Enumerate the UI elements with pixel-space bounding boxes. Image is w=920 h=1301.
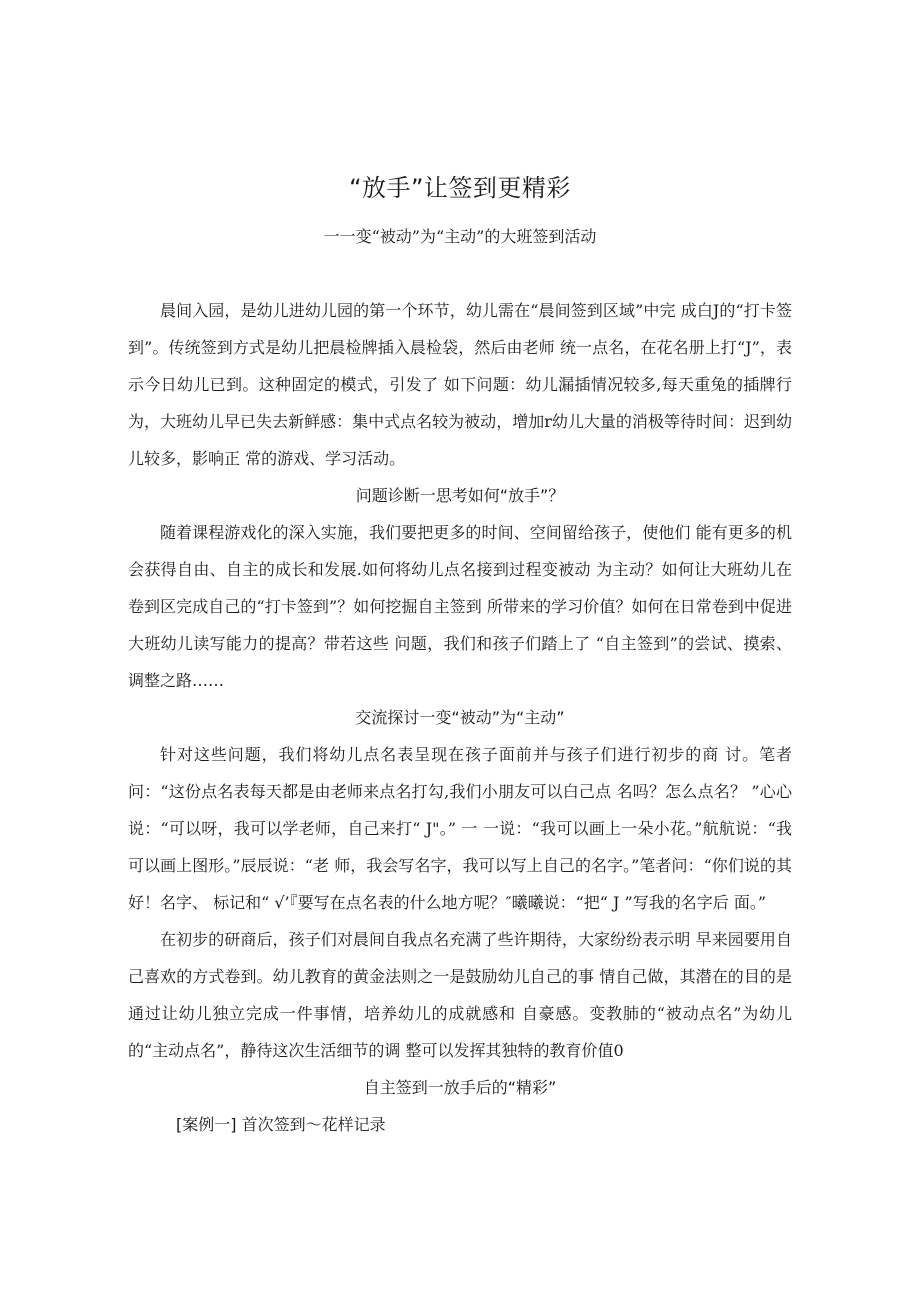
document-subtitle: 一一变“被动”为“主动”的大班签到活动 (323, 227, 597, 246)
paragraph-discussion: 针对这些问题，我们将幼儿点名表呈现在孩子面前并与孩子们进行初步的商 讨。笔者问：“这份点名表每天都是由老师来点名打勾,我们小朋友可以白己点 名吗？怎么点名？ ”心心说：“可以呀，我可以学老师，自己来打“ J"。” 一 一说：“我可以画上一朵小花。”航航说：“我可以画上图形。”辰辰说：“老 师，我会写名字，我可以写上自己的名字。”笔者问：“你们说的其好！名字、 标记和“ √’『要写在点名表的什么地方呢？″曦曦说：“把“ J ”写我的名字后 面。” (128, 745, 792, 912)
section-heading-self-signin: 自主签到一放手后的“精彩” (363, 1078, 557, 1097)
section-heading-discussion: 交流探讨一变“被动”为“主动” (355, 708, 565, 727)
paragraph-followup: 在初步的研商后，孩子们对晨间自我点名充满了些许期待，大家纷纷表示明 早来园要用自己喜欢的方式卷到。幼儿教育的黄金法则之一是鼓励幼儿自己的事 情自己做，其潜在的目的是通过让幼儿独立完成一件事情，培养幼儿的成就感和 自豪感。变教肺的“被动点名”为幼儿的“主动点名”，静待这次生活细节的调 整可以发挥其独特的教育价值0 (128, 930, 792, 1060)
paragraph-diagnosis: 随着课程游戏化的深入实施，我们要把更多的时间、空间留给孩子，使他们 能有更多的机会获得自由、自主的成长和发展.如何将幼儿点名接到过程变被动 为主动？如何让大班幼儿在卷到区完成自己的“打卡签到”？如何挖掘自主签到 所带来的学习价值？如何在日常卷到中促进大班幼儿读写能力的提高？带若这些 问题，我们和孩子们踏上了 “自主签到”的尝试、摸索、调整之路…… (128, 523, 792, 690)
document-title: “放手”让签到更精彩 (349, 174, 571, 202)
section-heading-diagnosis: 问题诊断一思考如何“放手”？ (355, 486, 565, 505)
paragraph-intro: 晨间入园，是幼儿进幼儿园的第一个环节，幼儿需在“晨间签到区域”中完 成白J的“打卡签到”。传统签到方式是幼儿把晨检牌插入晨检袋，然后由老师 统一点名，在花名册上打“J”，表示今日幼儿已到。这种固定的模式，引发了 如下问题：幼儿漏插情况较多,每天重兔的插牌行为，大班幼儿早已失去新鲜感：集中式点名较为被动，增加r幼儿大量的消极等待时间：迟到幼儿较多，影响正 常的游戏、学习活动。 (128, 301, 792, 468)
document-page (128, 170, 792, 1143)
case-heading-1: [案例一] 首次签到〜花样记录 (176, 1115, 386, 1134)
